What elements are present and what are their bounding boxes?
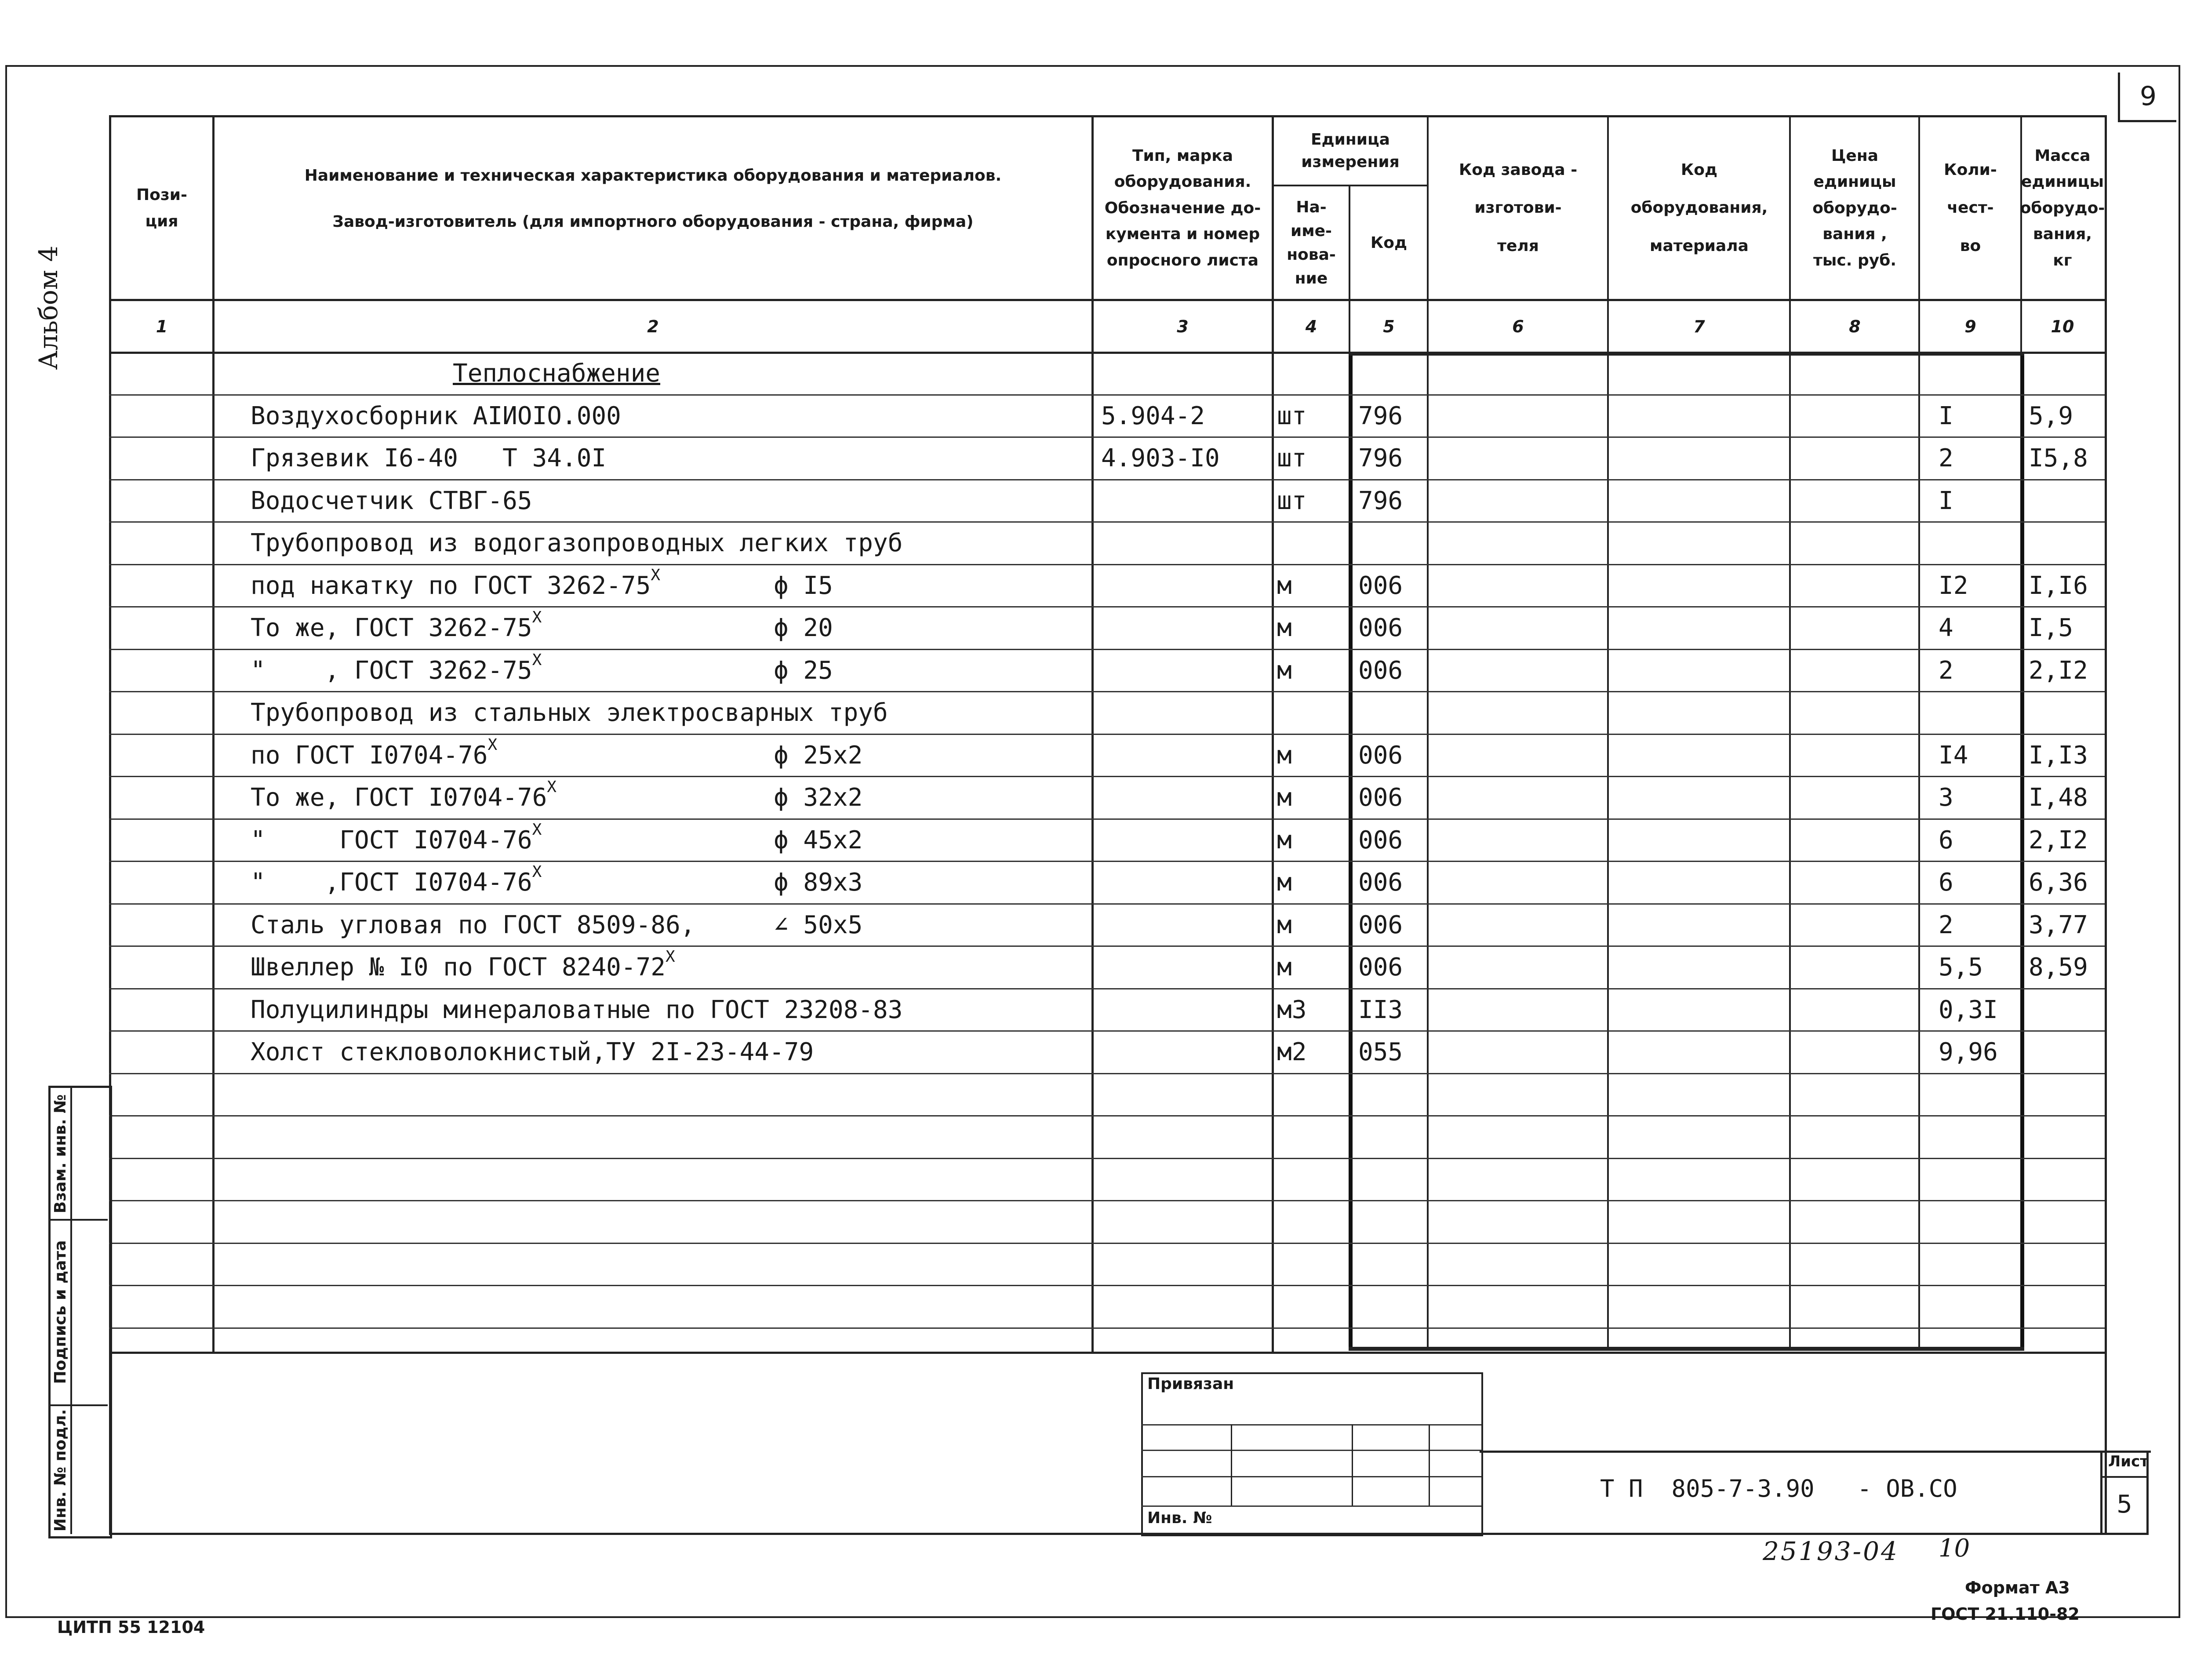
handwritten-page: 10 bbox=[1939, 1534, 1970, 1563]
colnum-2: 2 bbox=[647, 316, 659, 336]
row-unit-code: 006 bbox=[1358, 741, 1403, 770]
row-dimension: ϕ 25 bbox=[774, 656, 833, 685]
row-unit: м bbox=[1277, 571, 1292, 600]
row-unit-code: 006 bbox=[1358, 953, 1403, 982]
row-unit: м bbox=[1277, 868, 1292, 897]
row-line bbox=[109, 1030, 2105, 1032]
row-line bbox=[109, 564, 2105, 565]
header-price: Цена единицы оборудо- вания , тыс. руб. bbox=[1812, 147, 1897, 269]
doc-code: Т П 805-7-3.90 - ОВ.СО bbox=[1600, 1475, 1957, 1502]
table-body-bottom bbox=[109, 1352, 2105, 1354]
row-name: " ,ГОСТ $I0704-76^X$ bbox=[251, 863, 542, 897]
row-dimension: ϕ 45x2 bbox=[774, 826, 863, 855]
row-name: Трубопровод из стальных электросварных труб bbox=[251, 698, 888, 727]
header-name-line1: Наименование и техническая характеристика оборудования и материалов. bbox=[304, 167, 1002, 185]
row-unit: м bbox=[1277, 783, 1292, 812]
stamp-row-1 bbox=[1141, 1424, 1481, 1425]
row-mass: I5,8 bbox=[2029, 444, 2088, 473]
colnum-3: 3 bbox=[1177, 316, 1189, 336]
header-name-line2: Завод-изготовитель (для импортного оборудования - страна, фирма) bbox=[332, 213, 974, 231]
row-line bbox=[109, 691, 2105, 692]
row-dimension: ϕ 25x2 bbox=[774, 741, 863, 770]
row-line bbox=[109, 394, 2105, 396]
row-mass: 5,9 bbox=[2029, 402, 2073, 430]
row-quantity: 0,3I bbox=[1939, 996, 1998, 1024]
format-label: Формат А3 bbox=[1965, 1578, 2070, 1597]
header-unit-title: Единица измерения bbox=[1301, 131, 1400, 171]
row-name: Воздухосборник АIИОIО.000 bbox=[251, 402, 621, 430]
row-line bbox=[109, 436, 2105, 438]
colnum-5: 5 bbox=[1383, 316, 1395, 336]
row-line bbox=[109, 1200, 2105, 1201]
title-block-bottom bbox=[109, 1533, 2149, 1535]
row-type: 5.904-2 bbox=[1101, 402, 1205, 430]
row-name-superscript: X bbox=[532, 821, 542, 839]
row-name: Трубопровод из водогазопроводных легких труб bbox=[251, 529, 903, 557]
colnum-1: 1 bbox=[156, 316, 168, 336]
row-unit: м bbox=[1277, 614, 1292, 642]
row-line bbox=[109, 606, 2105, 607]
colnum-8: 8 bbox=[1849, 316, 1861, 336]
row-name: по ГОСТ $I0704-76^X$ bbox=[251, 736, 498, 770]
row-dimension: ϕ 32x2 bbox=[774, 783, 863, 812]
stamp-col-1 bbox=[1231, 1424, 1232, 1505]
row-unit-code: 796 bbox=[1358, 487, 1403, 515]
row-line bbox=[109, 988, 2105, 989]
row-quantity: I bbox=[1939, 402, 1953, 430]
row-quantity: I4 bbox=[1939, 741, 1968, 770]
row-unit-code: 006 bbox=[1358, 911, 1403, 939]
colnum-9: 9 bbox=[1964, 316, 1976, 336]
row-unit: м bbox=[1277, 953, 1292, 982]
body-thick-top bbox=[1349, 352, 2024, 356]
row-name: под накатку по ГОСТ $3262-75^X$ bbox=[251, 566, 660, 600]
row-unit-code: 006 bbox=[1358, 614, 1403, 642]
row-dimension: ϕ 89x3 bbox=[774, 868, 863, 897]
colnum-7: 7 bbox=[1693, 316, 1705, 336]
title-block-top bbox=[1480, 1451, 2102, 1453]
row-unit-code: 055 bbox=[1358, 1038, 1403, 1066]
stamp-row-3 bbox=[1141, 1476, 1481, 1477]
row-quantity: 4 bbox=[1939, 614, 1953, 642]
row-line bbox=[109, 479, 2105, 480]
row-quantity: 2 bbox=[1939, 656, 1953, 685]
row-dimension: ϕ I5 bbox=[774, 571, 833, 600]
list-number: 5 bbox=[2117, 1490, 2132, 1519]
row-unit: м3 bbox=[1277, 996, 1307, 1024]
row-mass: 3,77 bbox=[2029, 911, 2088, 939]
row-line bbox=[109, 818, 2105, 820]
header-unit-group: На- име- нова- ние bbox=[1287, 198, 1336, 287]
row-line bbox=[109, 1073, 2105, 1074]
col-line-4 bbox=[1349, 185, 1350, 352]
row-line bbox=[109, 1327, 2105, 1329]
row-mass: I,48 bbox=[2029, 783, 2088, 812]
row-type: 4.903-I0 bbox=[1101, 444, 1220, 473]
row-unit-code: II3 bbox=[1358, 996, 1403, 1024]
col-line-7 bbox=[1789, 115, 1791, 352]
row-mass: 2,I2 bbox=[2029, 826, 2088, 855]
header-quantity: Коли- чест- во bbox=[1944, 160, 1997, 255]
row-quantity: 2 bbox=[1939, 444, 1953, 473]
header-equipment-code: Код оборудования, материала bbox=[1630, 160, 1768, 255]
row-line bbox=[109, 734, 2105, 735]
side-stamp-podpis: Подпись и дата bbox=[51, 1240, 69, 1384]
row-line bbox=[109, 1158, 2105, 1159]
row-name-superscript: X bbox=[487, 736, 498, 754]
header-type: Тип, марка оборудования. Обозначение до- кумента и номер опросного листа bbox=[1104, 147, 1261, 269]
row-unit-code: 796 bbox=[1358, 402, 1403, 430]
row-name-superscript: X bbox=[666, 948, 675, 966]
gost-label: ГОСТ 21.110-82 bbox=[1931, 1604, 2080, 1624]
row-unit-code: 006 bbox=[1358, 868, 1403, 897]
unit-group-divider bbox=[1272, 185, 1427, 186]
colnum-6: 6 bbox=[1512, 316, 1524, 336]
row-line bbox=[109, 521, 2105, 523]
row-line bbox=[109, 649, 2105, 650]
row-name: Холст стекловолокнистый,ТУ 2I-23-44-79 bbox=[251, 1038, 814, 1066]
row-quantity: I bbox=[1939, 487, 1953, 515]
row-unit-code: 006 bbox=[1358, 783, 1403, 812]
row-line bbox=[109, 1243, 2105, 1244]
row-name: " ГОСТ $I0704-76^X$ bbox=[251, 821, 542, 855]
body-thick-bottom bbox=[1349, 1347, 2024, 1351]
colnum-10: 10 bbox=[2051, 316, 2074, 336]
row-line bbox=[109, 861, 2105, 862]
row-line bbox=[109, 1115, 2105, 1116]
side-stamp-inv: Инв. № подл. bbox=[51, 1409, 69, 1532]
stamp-inv-label: Инв. № bbox=[1147, 1509, 1212, 1527]
row-quantity: I2 bbox=[1939, 571, 1968, 600]
row-unit-code: 006 bbox=[1358, 826, 1403, 855]
row-name: Полуцилиндры минераловатные по ГОСТ 23208-83 bbox=[251, 996, 903, 1024]
row-unit-code: 796 bbox=[1358, 444, 1403, 473]
row-name: Теплоснабжение bbox=[453, 359, 661, 388]
col-line-8 bbox=[1918, 115, 1920, 352]
stamp-col-3 bbox=[1429, 1424, 1430, 1505]
row-name-superscript: X bbox=[547, 778, 557, 796]
row-name: То же, ГОСТ $I0704-76^X$ bbox=[251, 778, 557, 812]
row-mass: 2,I2 bbox=[2029, 656, 2088, 685]
row-name: Швеллер № I0 по ГОСТ $8240-72^X$ bbox=[251, 948, 675, 982]
row-dimension: ∠ 50x5 bbox=[774, 911, 863, 939]
side-stamp-vzam: Взам. инв. № bbox=[51, 1094, 69, 1214]
row-name-superscript: X bbox=[532, 608, 542, 626]
citp-label: ЦИТП 55 12104 bbox=[57, 1618, 205, 1637]
row-unit: шт bbox=[1277, 402, 1307, 430]
row-name-superscript: X bbox=[532, 651, 542, 669]
corner-number-box bbox=[2118, 73, 2176, 122]
row-quantity: 2 bbox=[1939, 911, 1953, 939]
row-mass: 8,59 bbox=[2029, 953, 2088, 982]
header-factory-code: Код завода - изготови- теля bbox=[1459, 160, 1578, 255]
row-unit-code: 006 bbox=[1358, 656, 1403, 685]
row-unit: м bbox=[1277, 741, 1292, 770]
row-name: Сталь угловая по ГОСТ 8509-86, bbox=[251, 911, 695, 939]
stamp-row-4 bbox=[1141, 1505, 1481, 1507]
row-line bbox=[109, 945, 2105, 947]
row-quantity: 9,96 bbox=[1939, 1038, 1998, 1066]
row-quantity: 5,5 bbox=[1939, 953, 1983, 982]
row-unit: м bbox=[1277, 656, 1292, 685]
row-quantity: 3 bbox=[1939, 783, 1953, 812]
row-mass: 6,36 bbox=[2029, 868, 2088, 897]
row-unit: м2 bbox=[1277, 1038, 1307, 1066]
handwritten-number: 25193-04 bbox=[1763, 1536, 1899, 1566]
row-unit: м bbox=[1277, 911, 1292, 939]
row-name-superscript: X bbox=[651, 566, 660, 584]
row-quantity: 6 bbox=[1939, 868, 1953, 897]
row-unit: м bbox=[1277, 826, 1292, 855]
header-mass: Масса единицы оборудо- вания, кг bbox=[2020, 147, 2105, 269]
row-name-superscript: X bbox=[532, 863, 542, 881]
header-position: Пози- ция bbox=[136, 186, 187, 230]
row-dimension: ϕ 20 bbox=[774, 614, 833, 642]
privyazan-label: Привязан bbox=[1147, 1375, 1234, 1393]
row-unit: шт bbox=[1277, 444, 1307, 473]
row-name: Водосчетчик СТВГ-65 bbox=[251, 487, 532, 515]
row-name: То же, ГОСТ $3262-75^X$ bbox=[251, 608, 542, 642]
row-unit-code: 006 bbox=[1358, 571, 1403, 600]
row-quantity: 6 bbox=[1939, 826, 1953, 855]
row-unit: шт bbox=[1277, 487, 1307, 515]
album-label: Альбом 4 bbox=[33, 245, 63, 370]
row-mass: I,I3 bbox=[2029, 741, 2088, 770]
colnum-4: 4 bbox=[1305, 316, 1317, 336]
header-unit-code: Код bbox=[1370, 233, 1408, 252]
stamp-col-2 bbox=[1352, 1424, 1353, 1505]
row-line bbox=[109, 903, 2105, 905]
stamp-row-2 bbox=[1141, 1450, 1481, 1451]
col-line-5 bbox=[1427, 115, 1429, 352]
row-mass: I,I6 bbox=[2029, 571, 2088, 600]
corner-number: 9 bbox=[2139, 81, 2157, 112]
col-line-6 bbox=[1607, 115, 1609, 352]
list-box-right bbox=[2146, 1451, 2149, 1534]
row-line bbox=[109, 1285, 2105, 1286]
row-name: " , ГОСТ $3262-75^X$ bbox=[251, 651, 542, 685]
list-label: Лист bbox=[2108, 1453, 2149, 1470]
row-name: Грязевик I6-40 Т 34.0I bbox=[251, 444, 607, 473]
row-mass: I,5 bbox=[2029, 614, 2073, 642]
row-line bbox=[109, 776, 2105, 777]
